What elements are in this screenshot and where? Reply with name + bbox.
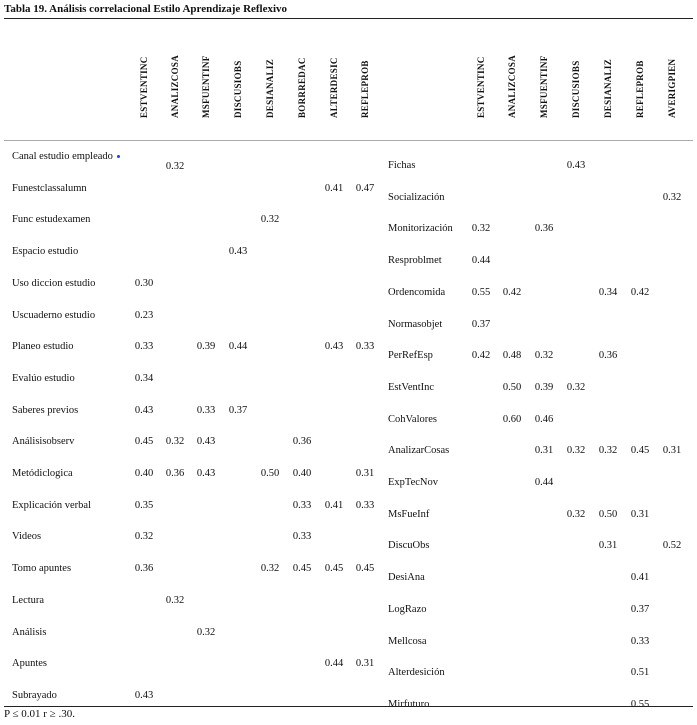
right-col-header: DISCUSIOBS: [571, 60, 581, 118]
row-label-text: MsFueInf: [388, 508, 430, 520]
left-row-label: [12, 500, 91, 511]
left-row-label: [12, 563, 71, 574]
left-row-label: [12, 627, 46, 638]
row-label-text: DesiAna: [388, 572, 425, 584]
left-table-cell: 0.43: [228, 246, 248, 258]
left-row-label: [12, 341, 74, 352]
row-label-text: Uso diccion estudio: [12, 277, 96, 289]
table-title: Tabla 19. Análisis correlacional Estilo Aprendizaje Reflexivo: [4, 3, 288, 15]
row-label-text: Apuntes: [12, 658, 47, 670]
left-col-header: DISCUSIOBS: [233, 60, 243, 118]
right-row-label: [388, 572, 425, 583]
right-col-header: MSFUENTINF: [539, 55, 549, 118]
right-table-cell: 0.37: [471, 318, 491, 330]
row-label-text: DiscuObs: [388, 540, 430, 552]
right-table-cell: 0.31: [630, 508, 650, 520]
left-table-cell: 0.33: [134, 341, 154, 353]
right-row-label: [388, 350, 433, 361]
left-row-label: [12, 246, 78, 257]
row-label-text: Socialización: [388, 191, 445, 203]
row-label-text: Saberes previos: [12, 404, 79, 416]
right-table-cell: 0.60: [502, 413, 522, 425]
left-table-cell: 0.41: [324, 499, 344, 511]
left-table-cell: 0.45: [292, 563, 312, 575]
right-col-header: ANALIZCOSA: [507, 54, 517, 118]
right-table-cell: 0.31: [662, 445, 682, 457]
right-table-cell: 0.32: [598, 445, 618, 457]
left-col-header: ESTVENTINC: [139, 56, 149, 118]
left-table-cell: 0.50: [260, 468, 280, 479]
left-row-label: [12, 183, 87, 194]
row-label-text: LogRazo: [388, 603, 427, 615]
left-row-label: [12, 436, 74, 447]
left-row-label: [12, 278, 95, 289]
left-table-cell: 0.45: [134, 436, 154, 448]
left-table-cell: 0.36: [165, 468, 185, 479]
right-table-cell: 0.48: [502, 350, 522, 362]
left-row-label: [12, 468, 73, 479]
row-label-text: Evalúo estudio: [12, 372, 75, 384]
right-table-cell: 0.32: [566, 381, 586, 393]
right-table-cell: 0.55: [471, 286, 491, 298]
right-table-cell: 0.52: [662, 540, 682, 552]
top-rule: [4, 18, 693, 19]
right-table-cell: 0.50: [598, 508, 618, 520]
row-label-text: PerRefEsp: [388, 350, 433, 362]
right-table-cell: 0.31: [534, 445, 554, 457]
row-label-text: Subrayado: [12, 689, 57, 701]
row-label-text: Canal estudio empleado: [12, 151, 113, 162]
right-table-cell: 0.46: [534, 413, 554, 425]
left-table-cell: 0.45: [355, 563, 375, 575]
right-row-label: [388, 477, 438, 488]
right-table-cell: 0.32: [534, 350, 554, 362]
right-row-label: [388, 414, 437, 425]
left-col-header: MSFUENTINF: [201, 55, 211, 118]
left-table-cell: 0.33: [355, 499, 375, 511]
marker-dot: [117, 155, 120, 158]
left-table-cell: 0.32: [165, 436, 185, 448]
row-label-text: Espacio estudio: [12, 246, 79, 258]
left-table-cell: 0.40: [134, 468, 154, 479]
left-table-cell: 0.32: [196, 626, 216, 638]
row-label-text: Análisis: [12, 626, 47, 638]
left-table-cell: 0.31: [355, 468, 375, 479]
left-table-cell: 0.39: [196, 341, 216, 353]
left-row-label: [12, 373, 75, 384]
left-col-header: ANALIZCOSA: [170, 54, 180, 118]
left-row-label: [12, 658, 47, 669]
row-label-text: Planeo estudio: [12, 341, 74, 353]
left-table-cell: 0.35: [134, 499, 154, 511]
right-row-label: [388, 287, 445, 298]
row-label-text: Videos: [12, 531, 42, 543]
row-label-text: Metódiclogica: [12, 468, 73, 479]
left-row-label: [12, 214, 90, 225]
row-label-text: Normasobjet: [388, 318, 443, 330]
left-table-cell: 0.40: [292, 468, 312, 479]
left-table-cell: 0.33: [292, 499, 312, 511]
right-table-cell: 0.42: [471, 350, 491, 362]
left-table-cell: 0.32: [165, 594, 185, 606]
header-rule: [4, 140, 693, 141]
left-table-cell: 0.33: [292, 531, 312, 543]
right-table-cell: 0.34: [598, 286, 618, 298]
row-label-text: Uscuaderno estudio: [12, 309, 96, 321]
left-table-cell: 0.43: [196, 468, 216, 479]
row-label-text: AnalizarCosas: [388, 445, 450, 457]
row-label-text: Análisisobserv: [12, 436, 75, 448]
right-table-cell: 0.45: [630, 445, 650, 457]
left-col-header: REFLEPROB: [360, 60, 370, 118]
row-label-text: Resproblmet: [388, 255, 442, 267]
row-label-text: ExpTecNov: [388, 477, 438, 488]
right-row-label: [388, 636, 427, 647]
right-table-cell: 0.33: [630, 635, 650, 647]
left-table-cell: 0.32: [260, 214, 280, 226]
right-table-cell: 0.31: [598, 540, 618, 552]
left-table-cell: 0.30: [134, 277, 154, 289]
right-table-cell: 0.42: [630, 286, 650, 298]
left-table-cell: 0.32: [260, 563, 280, 575]
left-row-label: [12, 531, 41, 542]
row-label-text: EstVentInc: [388, 381, 435, 393]
right-col-header: ESTVENTINC: [476, 56, 486, 118]
right-table-cell: 0.50: [502, 381, 522, 393]
right-row-label: [388, 667, 445, 678]
right-row-label: [388, 540, 429, 551]
left-row-label: [12, 310, 95, 321]
right-col-header: AVERIGPIEN: [667, 58, 677, 118]
left-table-cell: 0.43: [196, 436, 216, 448]
row-label-text: Funestclassalumn: [12, 182, 87, 194]
left-col-header: BORRREDAC: [297, 57, 307, 118]
right-table-cell: 0.55: [630, 698, 650, 710]
right-table-cell: 0.32: [662, 191, 682, 203]
right-col-header: REFLEPROB: [635, 60, 645, 118]
right-table-cell: 0.37: [630, 603, 650, 615]
left-row-label: [12, 151, 120, 162]
left-row-label: [12, 405, 78, 416]
right-table-cell: 0.36: [534, 223, 554, 235]
row-label-text: Monitorización: [388, 223, 453, 235]
right-row-label: [388, 445, 449, 456]
right-table-cell: 0.32: [471, 223, 491, 235]
left-table-cell: 0.44: [324, 658, 344, 670]
left-table-cell: 0.43: [134, 404, 154, 416]
right-row-label: [388, 255, 442, 266]
right-table-cell: 0.44: [471, 255, 491, 267]
right-table-cell: 0.44: [534, 477, 554, 488]
row-label-text: Mellcosa: [388, 635, 427, 647]
left-table-cell: 0.47: [355, 182, 375, 194]
left-col-header: ALTERDESIC: [329, 57, 339, 118]
right-row-label: [388, 223, 453, 234]
bottom-rule: [4, 706, 693, 707]
left-row-label: [12, 690, 57, 701]
left-table-cell: 0.43: [324, 341, 344, 353]
row-label-text: Ordencomida: [388, 286, 446, 298]
row-label-text: CohValores: [388, 413, 437, 425]
right-row-label: [388, 382, 434, 393]
left-table-cell: 0.45: [324, 563, 344, 575]
row-label-text: Alterdesición: [388, 667, 445, 679]
left-table-cell: 0.23: [134, 309, 154, 321]
left-table-cell: 0.41: [324, 182, 344, 194]
left-col-header: DESIANALIZ: [265, 58, 275, 118]
left-table-cell: 0.32: [165, 161, 185, 172]
right-table-cell: 0.36: [598, 350, 618, 362]
right-table-cell: 0.32: [566, 445, 586, 457]
row-label-text: Fichas: [388, 160, 416, 171]
left-table-cell: 0.36: [134, 563, 154, 575]
row-label-text: Func estudexamen: [12, 214, 91, 226]
left-table-cell: 0.43: [134, 689, 154, 701]
row-label-text: Tomo apuntes: [12, 563, 72, 575]
row-label-text: Lectura: [12, 594, 45, 606]
left-table-cell: 0.33: [355, 341, 375, 353]
right-table-cell: 0.51: [630, 667, 650, 679]
left-table-cell: 0.36: [292, 436, 312, 448]
right-col-header: DESIANALIZ: [603, 58, 613, 118]
right-table-cell: 0.43: [566, 160, 586, 171]
left-table-cell: 0.44: [228, 341, 248, 353]
right-row-label: [388, 160, 415, 171]
left-table-cell: 0.37: [228, 404, 248, 416]
right-row-label: [388, 192, 445, 203]
left-table-cell: 0.33: [196, 404, 216, 416]
right-row-label: [388, 604, 427, 615]
left-row-label: [12, 595, 44, 606]
row-label-text: Explicación verbal: [12, 499, 92, 511]
right-table-cell: 0.32: [566, 508, 586, 520]
right-row-label: [388, 509, 429, 520]
right-table-cell: 0.42: [502, 286, 522, 298]
row-label-text: Mirfuturo: [388, 698, 430, 710]
left-table-cell: 0.34: [134, 372, 154, 384]
table-note: P ≤ 0.01 r ≥ .30.: [4, 708, 75, 720]
right-row-label: [388, 699, 429, 710]
right-row-label: [388, 319, 442, 330]
left-table-cell: 0.32: [134, 531, 154, 543]
right-table-cell: 0.39: [534, 381, 554, 393]
left-table-cell: 0.31: [355, 658, 375, 670]
right-table-cell: 0.41: [630, 572, 650, 584]
